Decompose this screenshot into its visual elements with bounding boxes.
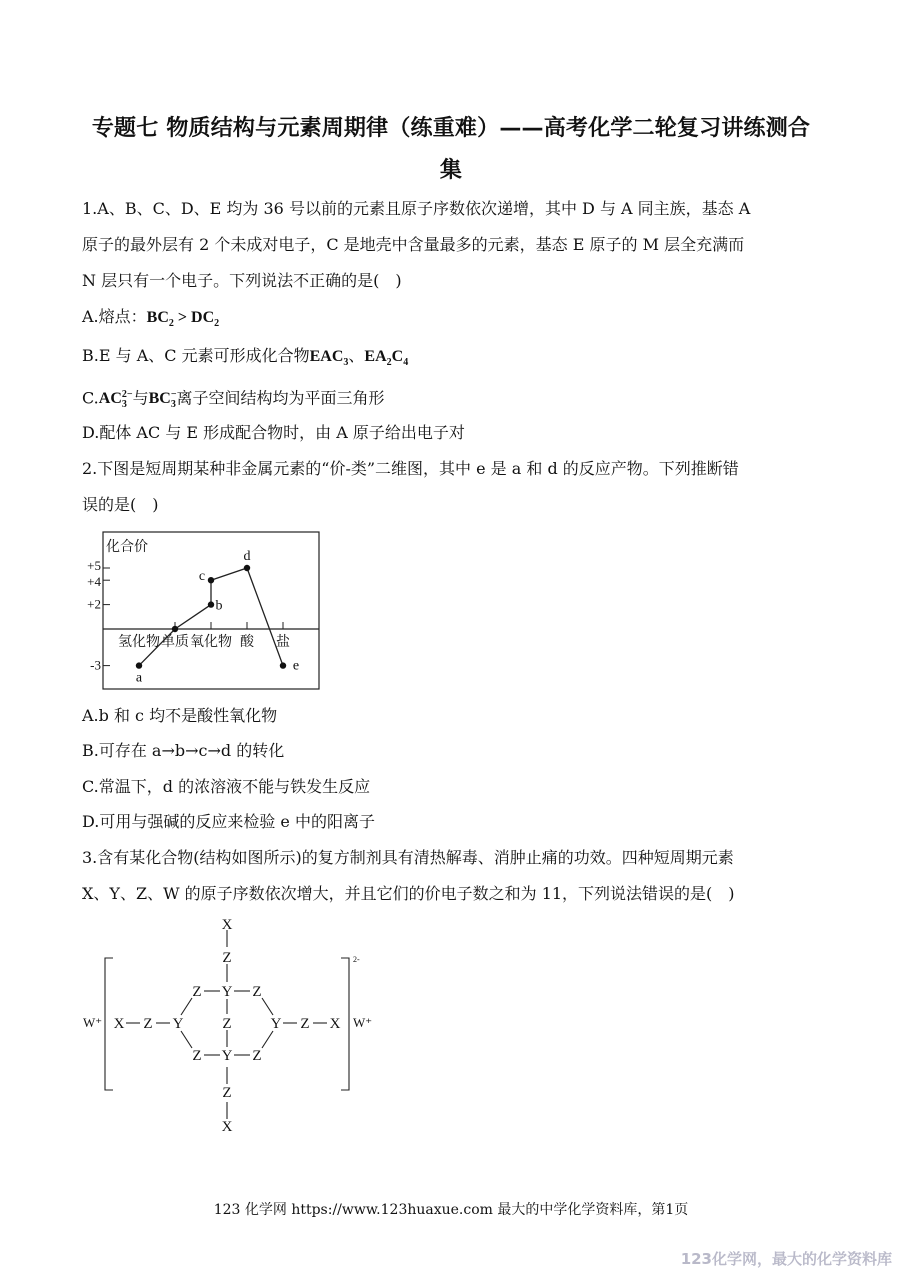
cation-right: W⁺ [353,1015,373,1030]
atom-z-left: Z [143,1016,153,1032]
formula-ea2c4: $EA_2C_4$ [364,348,409,369]
x-tick-label: 酸 [240,635,254,650]
point-label: e [292,658,300,674]
atom-y-top: Y [221,984,233,1000]
atom-z-top: Z [222,950,232,966]
q1-option-c: $C.AC_3^{2-}$与$BC_3^-$离子空间结构均为平面三角形 [82,388,385,411]
atom-y-right: Y [270,1016,282,1032]
q3-stem-line2: X、Y、Z、W 的原子序数依次增大，并且它们的价电子数之和为 11，下列说法错误的是( ) [82,884,735,903]
q1-option-d: D.配体 AC 与 E 形成配合物时，由 A 原子给出电子对 [82,423,465,442]
atom-z-center: Z [222,1016,232,1032]
right-bracket [341,958,349,1090]
page-title: 专题七 物质结构与元素周期律（练重难）——高考化学二轮复习讲练测合 集 [91,116,811,183]
data-point [280,662,286,668]
q2-option-c: C.常温下，d 的浓溶液不能与铁发生反应 [82,777,371,796]
data-point [136,662,142,668]
atom-z: Z [252,984,262,1000]
x-tick-label: 氢化物 [118,635,160,650]
point-label: c [198,569,206,585]
q2-stem-line1: 2.下图是短周期某种非金属元素的“价-类”二维图，其中 e 是 a 和 d 的反应产物。下列推断错 [82,459,739,478]
formula-bc2-gt-dc2: $BC_2 > DC_2$ [146,309,220,330]
y-tick-label: +4 [87,574,101,590]
atom-z: Z [192,984,202,1000]
left-bracket [105,958,113,1090]
atom-z: Z [252,1048,262,1064]
data-point [208,577,214,583]
formula-ac3-2minus: $AC_3^{2-}$ [98,389,133,411]
y-tick-label: +2 [87,596,101,612]
x-tick-label: 盐 [276,635,290,650]
x-tick-label: 氧化物 [190,635,232,650]
page-footer: 123 化学网 https://www.123huaxue.com 最大的中学化学资料库，第1页 [213,1202,689,1218]
atom-x-right: X [329,1016,341,1032]
atom-z-right: Z [300,1016,310,1032]
atom-z-bottom: Z [222,1085,232,1101]
data-point [208,601,214,607]
point-label: b [215,598,223,614]
q2-stem-line2: 误的是( ) [82,495,159,514]
valence-class-chart [80,528,325,693]
q2-option-b: B.可存在 a→b→c→d 的转化 [82,741,285,760]
charge-label: 2- [353,955,360,964]
q1-stem-line3: N 层只有一个电子。下列说法不正确的是( ) [82,271,402,290]
point-label: a [135,670,143,686]
atom-x-top: X [221,917,233,933]
formula-eac3: $EAC_3$ [309,348,349,369]
q1-option-b: B.E 与 A、C 元素可形成化合物$EAC_3$、$EA_2C_4$ [82,346,409,369]
q2-option-a: A.b 和 c 均不是酸性氧化物 [82,706,278,725]
q1-stem-line1: 1.A、B、C、D、E 均为 36 号以前的元素且原子序数依次递增，其中 D 与 A 同主族，基态 A [82,199,751,218]
atom-x-bottom: X [221,1119,233,1135]
x-tick-label: 单质 [161,635,189,650]
atom-x-left: X [113,1016,125,1032]
y-tick-label: -3 [90,657,101,673]
q1-option-a: A.熔点：$BC_2 > DC_2$ [82,307,220,330]
q2-option-d: D.可用与强碱的反应来检验 e 中的阳离子 [82,812,375,831]
cation-left: W⁺ [83,1015,103,1030]
atom-y-left: Y [172,1016,184,1032]
molecular-structure-diagram [80,912,380,1137]
y-tick-label: +5 [87,558,101,573]
q1-stem-line2: 原子的最外层有 2 个未成对电子，C 是地壳中含量最多的元素，基态 E 原子的 M 层全充满而 [82,235,745,254]
data-point [244,565,250,571]
site-watermark: 123化学网，最大的化学资料库 [680,1250,892,1268]
atom-y-bottom: Y [221,1048,233,1064]
chart-ylabel: 化合价 [106,540,148,555]
point-label: d [243,549,251,564]
chart-frame [103,532,319,689]
data-point [172,626,178,632]
atom-z: Z [192,1048,202,1064]
formula-bc3-minus: $BC_3^-$ [148,389,177,411]
q3-stem-line1: 3.含有某化合物(结构如图所示)的复方制剂具有清热解毒、消肿止痛的功效。四种短周期元素 [82,848,734,867]
